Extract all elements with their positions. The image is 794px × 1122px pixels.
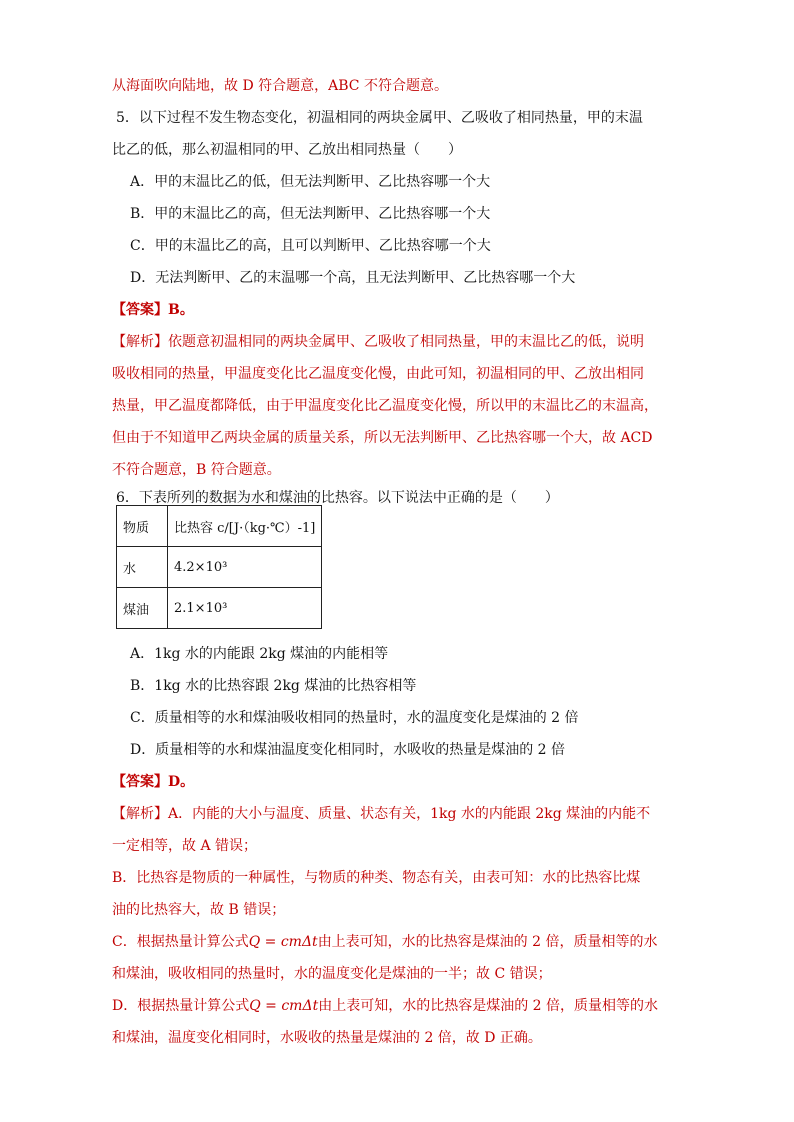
specific-heat-table — [116, 505, 322, 629]
question-6-explanation — [112, 932, 658, 952]
question-6-option-c: C．质量相等的水和煤油吸收相同的热量时，水的温度变化是煤油的 2 倍 — [130, 710, 579, 726]
table-cell: 水 — [117, 547, 168, 588]
question-5-option-c: C．甲的末温比乙的高，且可以判断甲、乙比热容哪一个大 — [130, 238, 491, 254]
question-5-option-d: D．无法判断甲、乙的末温哪一个高，且无法判断甲、乙比热容哪一个大 — [130, 270, 576, 286]
question-6-explanation: B．比热容是物质的一种属性，与物质的种类、物态有关，由表可知：水的比热容比煤 — [112, 870, 641, 886]
question-6-option-b: B．1kg 水的比热容跟 2kg 煤油的比热容相等 — [130, 678, 417, 694]
explanation-text: C．根据热量计算公式 — [112, 934, 249, 950]
question-5-stem-cont: 比乙的低，那么初温相同的甲、乙放出相同热量（ ） — [112, 142, 462, 158]
table-row — [117, 588, 322, 629]
question-5-explanation: 热量，甲乙温度都降低，由于甲温度变化比乙温度变化慢，所以甲的末温比乙的末温高， — [112, 398, 658, 414]
table-header-specific-heat: 比热容 c/[J·（kg·℃）-1] — [168, 506, 322, 547]
table-header-substance: 物质 — [117, 506, 168, 547]
explanation-text: 由上表可知，水的比热容是煤油的 2 倍，质量相等的水 — [318, 998, 659, 1014]
question-5-stem: 5．以下过程不发生物态变化，初温相同的两块金属甲、乙吸收了相同热量，甲的末温 — [116, 110, 643, 126]
text-line: 从海面吹向陆地，故 D 符合题意，ABC 不符合题意。 — [112, 78, 448, 94]
question-6-option-d: D．质量相等的水和煤油温度变化相同时，水吸收的热量是煤油的 2 倍 — [130, 742, 566, 758]
question-6-stem: 6．下表所列的数据为水和煤油的比热容。以下说法中正确的是（ ） — [116, 490, 559, 506]
table-cell: 煤油 — [117, 588, 168, 629]
question-5-explanation: 吸收相同的热量，甲温度变化比乙温度变化慢，由此可知，初温相同的甲、乙放出相同 — [112, 366, 644, 382]
table-row — [117, 547, 322, 588]
heat-formula: Q = cmΔt — [248, 934, 318, 950]
question-6-explanation: 【解析】A．内能的大小与温度、质量、状态有关，1kg 水的内能跟 2kg 煤油的内能不 — [112, 806, 651, 822]
question-6-explanation: 和煤油，温度变化相同时，水吸收的热量是煤油的 2 倍，故 D 正确。 — [112, 1030, 542, 1046]
question-6-option-a: A．1kg 水的内能跟 2kg 煤油的内能相等 — [130, 646, 389, 662]
question-6-explanation: 一定相等，故 A 错误； — [112, 838, 258, 854]
table-cell: 2.1×10³ — [168, 588, 322, 629]
question-5-answer: 【答案】B。 — [112, 302, 194, 318]
question-6-answer: 【答案】D。 — [112, 774, 195, 790]
question-5-option-b: B．甲的末温比乙的高，但无法判断甲、乙比热容哪一个大 — [130, 206, 491, 222]
heat-formula: Q = cmΔt — [249, 998, 319, 1014]
explanation-text: D．根据热量计算公式 — [112, 998, 250, 1014]
table-row — [117, 506, 322, 547]
question-5-explanation: 不符合题意，B 符合题意。 — [112, 462, 281, 478]
explanation-text: 由上表可知，水的比热容是煤油的 2 倍，质量相等的水 — [317, 934, 658, 950]
table-cell: 4.2×10³ — [168, 547, 322, 588]
question-6-explanation — [112, 996, 658, 1016]
question-6-explanation: 油的比热容大，故 B 错误； — [112, 902, 286, 918]
question-6-explanation: 和煤油，吸收相同的热量时，水的温度变化是煤油的一半；故 C 错误； — [112, 966, 552, 982]
question-5-explanation: 但由于不知道甲乙两块金属的质量关系，所以无法判断甲、乙比热容哪一个大，故 ACD — [112, 430, 653, 446]
question-5-option-a: A．甲的末温比乙的低，但无法判断甲、乙比热容哪一个大 — [130, 174, 491, 190]
question-5-explanation: 【解析】依题意初温相同的两块金属甲、乙吸收了相同热量，甲的末温比乙的低，说明 — [112, 334, 644, 350]
